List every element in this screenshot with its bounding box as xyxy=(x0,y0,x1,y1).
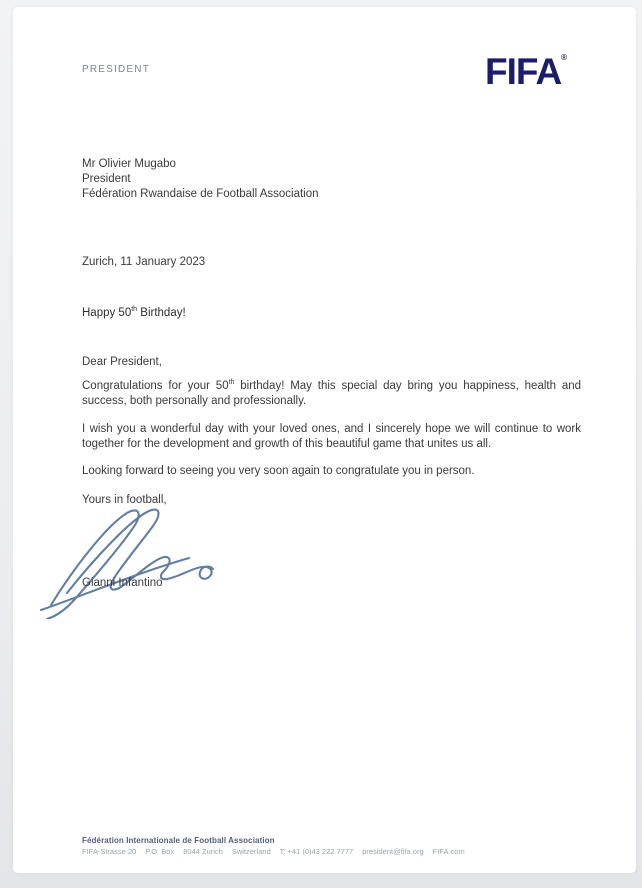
subject-ordinal: th xyxy=(131,306,138,314)
recipient-block xyxy=(82,157,319,202)
footer-email: president@fifa.org xyxy=(362,847,424,856)
subject-line xyxy=(82,306,186,321)
footer-phone: T: +41 (0)43 222 7777 xyxy=(279,847,354,856)
paragraph-1-text: Congratulations for your 50 xyxy=(82,380,229,392)
footer-city: 8044 Zurich xyxy=(183,847,223,856)
fifa-logo xyxy=(485,53,567,90)
recipient-organization: Fédération Rwandaise de Football Association xyxy=(82,188,319,200)
president-label: PRESIDENT xyxy=(82,64,151,75)
paragraph-1-ordinal: th xyxy=(228,379,235,387)
subject-text: Happy 50 xyxy=(82,307,132,319)
footer-country: Switzerland xyxy=(231,847,271,856)
paragraph-1-text-end: birthday! May this special day bring you happiness, health and success, both personally and professionally. xyxy=(82,380,582,407)
footer-street: FIFA-Strasse 20 xyxy=(82,847,137,856)
signature-handwriting xyxy=(37,507,247,619)
footer-website: FIFA.com xyxy=(432,847,465,856)
letter-page xyxy=(13,7,636,873)
footer xyxy=(82,836,474,856)
footer-pobox: P.O. Box xyxy=(145,847,175,856)
subject-text-end: Birthday! xyxy=(137,307,186,319)
recipient-title: President xyxy=(82,173,131,185)
dateline: Zurich, 11 January 2023 xyxy=(82,256,206,268)
fifa-logo-text: FIFA xyxy=(485,51,562,92)
paragraph-3: Looking forward to seeing you very soon again to congratulate you in person. xyxy=(82,465,475,477)
salutation: Dear President, xyxy=(82,356,162,368)
footer-organization: Fédération Internationale de Football Association xyxy=(82,836,275,845)
signer-name: Gianni Infantino xyxy=(82,577,163,589)
footer-address-line xyxy=(82,847,474,856)
paragraph-2: I wish you a wonderful day with your loved ones, and I sincerely hope we will continue to work together for the development and growth of this beautiful game that unites us all. xyxy=(82,423,581,450)
closing: Yours in football, xyxy=(82,494,167,506)
recipient-name: Mr Olivier Mugabo xyxy=(82,158,176,170)
paragraph-1 xyxy=(82,379,581,409)
registered-trademark-icon: ® xyxy=(561,53,568,62)
